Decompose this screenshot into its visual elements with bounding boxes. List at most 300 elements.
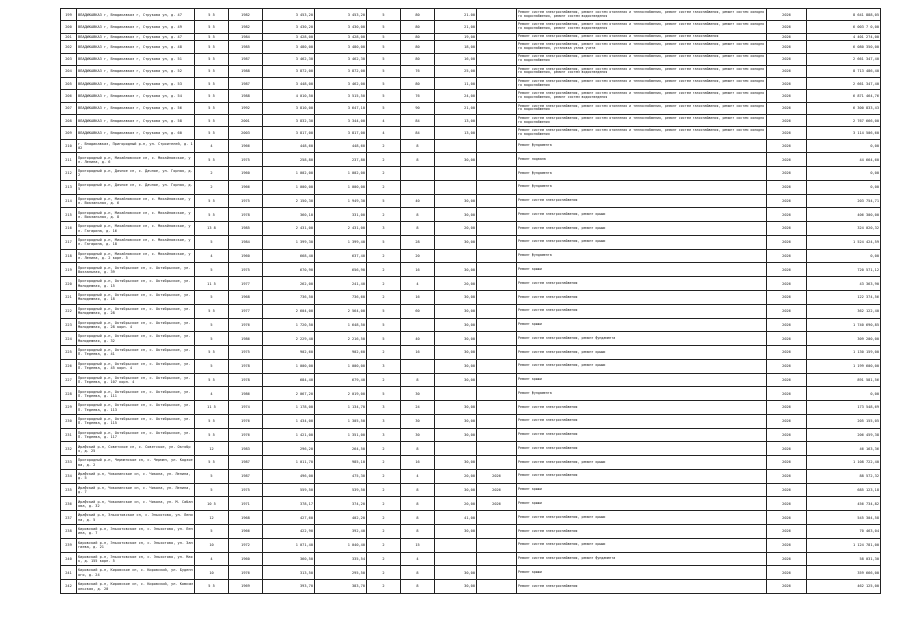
year-built-cell: 2003 [229,127,263,139]
row-number-cell: 240 [61,552,77,566]
prev-repair-year-cell [477,291,517,305]
row-number-cell: 231 [61,428,77,442]
address-cell: Пригородный р-н, Михайловское сп, с. Михайловское, ул. Ленина, д. 2 корп. 5 [77,249,195,263]
table-row [61,497,881,511]
prev-repair-year-cell [477,222,517,236]
total-area-cell: 4 010,50 [263,90,315,102]
repair-year-cell: 2026 [767,41,807,53]
repair-cost-cell: 2 661 347,40 [807,53,881,65]
year-built-cell: 1982 [229,9,263,21]
year-built-cell: 1966 [229,180,263,194]
prev-repair-year-cell [477,65,517,77]
total-area-cell: 3 428,00 [263,33,315,41]
row-number-cell: 218 [61,249,77,263]
row-number-cell: 207 [61,102,77,114]
repair-cost-cell: 70 463,04 [807,525,881,539]
repair-works-cell: Ремонт систем электроснабжения, ремонт крыши [517,235,767,249]
entrances-cell: 4 [367,127,401,139]
year-built-cell: 1976 [229,318,263,332]
repair-year-cell: 2026 [767,511,807,525]
prev-repair-year-cell [477,139,517,153]
wear-percent-cell: 20,00 [435,469,477,483]
entrances-cell: 5 [367,235,401,249]
table-row [61,139,881,153]
entrances-cell: 2 [367,180,401,194]
wear-percent-cell: 13,00 [435,127,477,139]
row-number-cell: 238 [61,525,77,539]
total-area-cell: 1 000,00 [263,359,315,373]
address-cell: ВЛАДИКАВКАЗ г, Владикавказ г, Струкова ул, д. 48 [77,41,195,53]
living-area-cell: 679,40 [315,373,367,387]
entrances-cell: 2 [367,153,401,167]
prev-repair-year-cell [477,194,517,208]
row-number-cell: 201 [61,33,77,41]
address-cell: ВЛАДИКАВКАЗ г, Владикавказ г, Струкова ул, д. 60 [77,127,195,139]
entrances-cell: 2 [367,497,401,511]
address-cell: Пригородный р-н, Михайловское сп, с. Михайловское, ул. Вокзальная, д. 6 [77,194,195,208]
address-cell: ВЛАДИКАВКАЗ г, Владикавказ г, Струкова ул, д. 52 [77,65,195,77]
year-built-cell: 1982 [229,21,263,33]
floors-cell: 10 [195,566,229,580]
floors-cell: 5 5 [195,373,229,387]
repair-year-cell: 2026 [767,235,807,249]
repair-works-cell: Ремонт крыши [517,497,767,511]
year-built-cell: 1966 [229,525,263,539]
year-built-cell: 1992 [229,102,263,114]
address-cell: Пригородный р-н, Дачное сп, с. Дачное, ул. Горная, д. 2 [77,167,195,181]
row-number-cell: 217 [61,235,77,249]
year-built-cell: 1987 [229,469,263,483]
living-area-cell: 331,00 [315,208,367,222]
address-cell: Пригородный р-н, Октябрьское сп, с. Октябрьское, ул. П. Тедеева, д. 41 [77,346,195,360]
repair-works-cell: Ремонт систем электроснабжения, ремонт фундамента [517,552,767,566]
floors-cell: 5 [195,359,229,373]
apartments-cell: 80 [401,33,435,41]
repair-year-cell: 2026 [767,90,807,102]
wear-percent-cell: 30,00 [435,359,477,373]
year-built-cell: 1987 [229,53,263,65]
row-number-cell: 219 [61,263,77,277]
repair-works-cell: Ремонт систем электроснабжения, ремонт систем отопления и теплоснабжения, ремонт систем газоснабжения [517,33,767,41]
prev-repair-year-cell [477,114,517,126]
repair-cost-cell: 891 581,56 [807,373,881,387]
address-cell: Пригородный р-н, Октябрьское сп, с. Октябрьское, ул. Молодежная, д. 28 [77,304,195,318]
entrances-cell: 3 [367,428,401,442]
entrances-cell: 2 [367,483,401,497]
prev-repair-year-cell [477,332,517,346]
table-row [61,21,881,33]
apartments-cell [401,167,435,181]
entrances-cell: 5 [367,9,401,21]
apartments-cell: 84 [401,127,435,139]
repair-cost-cell: 309 200,00 [807,332,881,346]
prev-repair-year-cell [477,428,517,442]
row-number-cell: 209 [61,127,77,139]
living-area-cell: 3 817,00 [315,127,367,139]
table-row [61,401,881,415]
repair-cost-cell: 362 122,40 [807,304,881,318]
repair-works-cell: Ремонт крыши [517,318,767,332]
year-built-cell: 1968 [229,511,263,525]
living-area-cell: 3 453,20 [315,9,367,21]
year-built-cell: 1960 [229,552,263,566]
address-cell: ВЛАДИКАВКАЗ г, Владикавказ г, Струкова ул, д. 53 [77,78,195,90]
entrances-cell: 5 [367,21,401,33]
entrances-cell: 5 [367,53,401,65]
apartments-cell: 30 [401,428,435,442]
row-number-cell: 228 [61,387,77,401]
floors-cell: 5 [195,483,229,497]
living-area-cell: 2 216,50 [315,332,367,346]
total-area-cell: 3 462,30 [263,53,315,65]
total-area-cell: 427,60 [263,511,315,525]
apartments-cell: 4 [401,552,435,566]
floors-cell: 5 [195,332,229,346]
repair-year-cell: 2026 [767,469,807,483]
entrances-cell: 2 [367,249,401,263]
repair-year-cell: 2026 [767,442,807,456]
row-number-cell: 230 [61,414,77,428]
repair-cost-cell: 6 003 7 0,00 [807,21,881,33]
address-cell: Кировский р-н, Кировское сп, с. Кировский, ул. Буденного, д. 24 [77,566,195,580]
repair-works-cell: Ремонт систем электроснабжения, ремонт крыши [517,346,767,360]
table-row [61,249,881,263]
entrances-cell: 2 [367,552,401,566]
apartments-cell: 8 [401,580,435,594]
year-built-cell: 1975 [229,153,263,167]
year-built-cell: 1976 [229,414,263,428]
floors-cell: 2 [195,180,229,194]
address-cell: Пригородный р-н, Михайловское сп, с. Михайловское, ул. Вокзальная, д. 8 [77,208,195,222]
repair-year-cell: 2026 [767,373,807,387]
total-area-cell: 1 434,00 [263,414,315,428]
apartments-cell: 80 [401,9,435,21]
wear-percent-cell: 30,00 [435,580,477,594]
repair-year-cell: 2026 [767,538,807,552]
wear-percent-cell: 30,00 [435,208,477,222]
year-built-cell: 1978 [229,208,263,222]
repair-works-cell: Ремонт крыши [517,373,767,387]
table-row [61,414,881,428]
table-row [61,65,881,77]
address-cell: г. Владикавказ, Пригородный р-н, ул. Строителей, д. 102 [77,139,195,153]
address-cell: Пригородный р-н, Октябрьское сп, с. Октябрьское, ул. Молодежная, д. 28 корп. 4 [77,318,195,332]
total-area-cell: 262,00 [263,277,315,291]
repair-cost-cell: 0,00 [807,167,881,181]
table-row [61,235,881,249]
repair-works-cell: Ремонт систем электроснабжения [517,304,767,318]
repair-year-cell: 2026 [767,359,807,373]
year-built-cell: 1983 [229,442,263,456]
apartments-cell: 4 [401,469,435,483]
year-built-cell: 1988 [229,65,263,77]
total-area-cell: 3 872,00 [263,65,315,77]
entrances-cell: 3 [367,359,401,373]
row-number-cell: 226 [61,359,77,373]
wear-percent-cell [435,552,477,566]
floors-cell: 5 5 [195,90,229,102]
repair-cost-cell: 206 459,38 [807,428,881,442]
floors-cell: 5 5 [195,456,229,470]
repair-works-cell: Ремонт систем электроснабжения, ремонт систем отопления и теплоснабжения, ремонт систем газоснабжения, ремонт систем холодного водоснабжения, ремонт систем водоотведения [517,65,767,77]
total-area-cell: 360,50 [263,552,315,566]
repair-year-cell: 2026 [767,318,807,332]
wear-percent-cell: 11,00 [435,78,477,90]
prev-repair-year-cell [477,78,517,90]
entrances-cell: 2 [367,167,401,181]
row-number-cell: 237 [61,511,77,525]
total-area-cell: 378,17 [263,497,315,511]
living-area-cell: 656,90 [315,263,367,277]
living-area-cell: 295,50 [315,566,367,580]
floors-cell: 5 5 [195,33,229,41]
repair-cost-cell: 3 114 506,60 [807,127,881,139]
entrances-cell: 2 [367,139,401,153]
apartments-cell: 8 [401,497,435,511]
floors-cell: 4 [195,387,229,401]
wear-percent-cell: 18,00 [435,41,477,53]
prev-repair-year-cell: 2026 [477,469,517,483]
table-row [61,127,881,139]
apartments-cell: 8 [401,525,435,539]
table-row [61,469,881,483]
floors-cell: 4 [195,552,229,566]
table-row [61,538,881,552]
prev-repair-year-cell [477,21,517,33]
prev-repair-year-cell [477,304,517,318]
row-number-cell: 221 [61,291,77,305]
floors-cell: 5 [195,235,229,249]
total-area-cell: 3 832,30 [263,114,315,126]
address-cell: Пригородный р-н, Октябрьское сп, с. Октябрьское, ул. Молодежная, д. 15 [77,277,195,291]
address-cell: Пригородный р-н, Октябрьское сп, с. Октябрьское, ул. П. Тедеева, д. 115 [77,414,195,428]
wear-percent-cell: 21,00 [435,102,477,114]
repair-works-cell: Ремонт крыши [517,483,767,497]
row-number-cell: 241 [61,566,77,580]
apartments-cell: 80 [401,21,435,33]
repair-year-cell: 2026 [767,9,807,21]
floors-cell: 5 5 [195,153,229,167]
table-row [61,153,881,167]
table-row [61,263,881,277]
total-area-cell: 313,50 [263,566,315,580]
row-number-cell: 206 [61,90,77,102]
row-number-cell: 239 [61,538,77,552]
table-row [61,180,881,194]
year-built-cell: 1984 [229,33,263,41]
repair-year-cell: 2026 [767,263,807,277]
wear-percent-cell [435,442,477,456]
prev-repair-year-cell [477,401,517,415]
repair-year-cell: 2026 [767,222,807,236]
total-area-cell: 670,90 [263,263,315,277]
repair-works-cell: Ремонт систем электроснабжения [517,469,767,483]
entrances-cell: 3 [367,222,401,236]
repair-cost-cell: 6 080 350,00 [807,41,881,53]
apartments-cell: 76 [401,65,435,77]
repair-year-cell: 2026 [767,53,807,65]
repair-works-cell: Ремонт систем электроснабжения, ремонт крыши [517,511,767,525]
row-number-cell: 211 [61,153,77,167]
address-cell: Пригородный р-н, Дачное сп, с. Дачное, ул. Горная, д. 5 [77,180,195,194]
repair-works-cell: Ремонт систем электроснабжения [517,277,767,291]
floors-cell: 5 5 [195,53,229,65]
repair-cost-cell: 0,00 [807,387,881,401]
year-built-cell: 1987 [229,456,263,470]
address-cell: ВЛАДИКАВКАЗ г, Владикавказ г, Струкова ул, д. 47 [77,33,195,41]
floors-cell: 5 5 [195,102,229,114]
total-area-cell: 393,70 [263,580,315,594]
address-cell: Кировский р-н, Эльхотовское сп, с. Эльхотово, ул. Маяк, д. 155 корп. 5 [77,552,195,566]
apartments-cell: 8 [401,222,435,236]
apartments-cell: 8 [401,442,435,456]
living-area-cell: 448,60 [315,139,367,153]
row-number-cell: 210 [61,139,77,153]
entrances-cell: 2 [367,566,401,580]
repair-year-cell: 2026 [767,21,807,33]
apartments-cell: 16 [401,263,435,277]
year-built-cell: 1976 [229,428,263,442]
table-row [61,208,881,222]
year-built-cell: 1987 [229,78,263,90]
row-number-cell: 232 [61,442,77,456]
entrances-cell: 5 [367,387,401,401]
total-area-cell: 3 817,00 [263,127,315,139]
row-number-cell: 242 [61,580,77,594]
repair-year-cell: 2026 [767,78,807,90]
year-built-cell: 1975 [229,194,263,208]
prev-repair-year-cell [477,263,517,277]
total-area-cell: 360,10 [263,208,315,222]
wear-percent-cell [435,167,477,181]
repair-works-cell: Ремонт фундамента [517,249,767,263]
floors-cell: 5 5 [195,127,229,139]
apartments-cell: 40 [401,194,435,208]
total-area-cell: 559,50 [263,483,315,497]
wear-percent-cell: 20,00 [435,497,477,511]
repair-cost-cell: 1 524 424,59 [807,235,881,249]
repair-works-cell: Ремонт систем электроснабжения [517,525,767,539]
row-number-cell: 233 [61,456,77,470]
repair-year-cell: 2026 [767,153,807,167]
living-area-cell: 2 019,00 [315,387,367,401]
prev-repair-year-cell: 2026 [477,497,517,511]
total-area-cell: 3 430,20 [263,21,315,33]
wear-percent-cell: 30,00 [435,483,477,497]
repair-works-cell: Ремонт крыши [517,263,767,277]
total-area-cell: 1 002,00 [263,167,315,181]
entrances-cell: 2 [367,511,401,525]
wear-percent-cell: 30,00 [435,304,477,318]
floors-cell: 5 5 [195,346,229,360]
wear-percent-cell: 19,00 [435,33,477,41]
apartments-cell: 30 [401,414,435,428]
repair-cost-cell: 173 548,69 [807,401,881,415]
row-number-cell: 208 [61,114,77,126]
table-row [61,33,881,41]
repair-works-cell: Ремонт фундамента [517,180,767,194]
living-area-cell: 383,70 [315,580,367,594]
repair-cost-cell: 88 572,32 [807,469,881,483]
table-row [61,277,881,291]
prev-repair-year-cell: 2026 [477,483,517,497]
row-number-cell: 224 [61,332,77,346]
repair-year-cell: 2026 [767,139,807,153]
floors-cell: 2 [195,167,229,181]
repair-year-cell: 2026 [767,401,807,415]
repair-cost-cell: 406 300,00 [807,208,881,222]
address-cell: Пригородный р-н, Октябрьское сп, с. Октябрьское, ул. Вокзальная, д. 39 [77,263,195,277]
year-built-cell: 1986 [229,332,263,346]
table-row [61,102,881,114]
apartments-cell: 80 [401,78,435,90]
entrances-cell: 2 [367,580,401,594]
repair-year-cell: 2026 [767,277,807,291]
repair-works-cell: Ремонт систем электроснабжения [517,291,767,305]
address-cell: Пригородный р-н, Октябрьское сп, с. Октябрьское, ул. П. Тедеева, д. 45 корп. 4 [77,359,195,373]
repair-cost-cell: 1 740 690,85 [807,318,881,332]
wear-percent-cell: 13,00 [435,114,477,126]
repair-cost-cell: 6 300 833,43 [807,102,881,114]
repair-cost-cell: 6 871 464,76 [807,90,881,102]
wear-percent-cell: 16,00 [435,53,477,65]
repair-cost-cell: 43 363,90 [807,277,881,291]
repair-works-cell: Ремонт систем электроснабжения [517,194,767,208]
wear-percent-cell: 30,00 [435,318,477,332]
repair-cost-cell: 720 571,12 [807,263,881,277]
address-cell: Ирафский р-н, Чиколинское сп, с. Чикола, ул. Ленина, д. 7 [77,483,195,497]
prev-repair-year-cell [477,277,517,291]
table-row [61,332,881,346]
floors-cell: 5 5 [195,114,229,126]
apartments-cell: 20 [401,249,435,263]
table-row [61,41,881,53]
prev-repair-year-cell [477,552,517,566]
table-row [61,90,881,102]
wear-percent-cell: 30,00 [435,428,477,442]
repair-cost-cell: 1 130 159,00 [807,346,881,360]
wear-percent-cell: 30,00 [435,153,477,167]
apartments-cell [401,180,435,194]
year-built-cell: 1971 [229,497,263,511]
total-area-cell: 668,40 [263,249,315,263]
living-area-cell: 3 480,00 [315,41,367,53]
floors-cell: 5 [195,469,229,483]
repair-cost-cell: 0,00 [807,139,881,153]
total-area-cell: 3 453,20 [263,9,315,21]
prev-repair-year-cell [477,414,517,428]
row-number-cell: 234 [61,469,77,483]
living-area-cell: 335,54 [315,552,367,566]
living-area-cell: 1 000,00 [315,180,367,194]
entrances-cell: 5 [367,65,401,77]
repair-year-cell: 2026 [767,208,807,222]
floors-cell: 5 5 [195,9,229,21]
address-cell: ВЛАДИКАВКАЗ г, Владикавказ г, Струкова ул, д. 47 [77,9,195,21]
entrances-cell: 5 [367,304,401,318]
total-area-cell: 1 000,00 [263,180,315,194]
table-row [61,442,881,456]
repair-works-cell: Ремонт систем электроснабжения, ремонт систем отопления и теплоснабжения, ремонт систем газоснабжения, ремонт систем холодного водоснабжения [517,127,767,139]
wear-percent-cell: 21.00 [435,9,477,21]
wear-percent-cell: 25,00 [435,65,477,77]
row-number-cell: 216 [61,222,77,236]
year-built-cell: 1985 [229,222,263,236]
entrances-cell: 3 [367,414,401,428]
table-row [61,291,881,305]
living-area-cell: 3 462,00 [315,78,367,90]
address-cell: Ирафский р-н, Советское сп, с. Советское, ул. Октября, д. 25 [77,442,195,456]
